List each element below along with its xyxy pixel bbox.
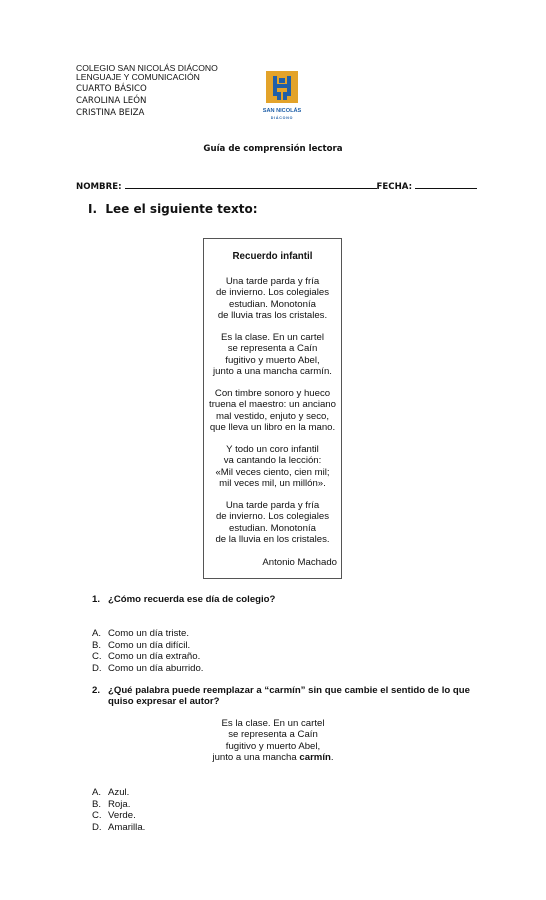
poem-line: truena el maestro: un anciano bbox=[209, 399, 336, 411]
option-letter: D. bbox=[92, 662, 102, 674]
option-text: Como un día triste. bbox=[108, 628, 190, 639]
poem-line: de la lluvia en los cristales. bbox=[215, 534, 330, 546]
poem-line: de lluvia tras los cristales. bbox=[217, 310, 328, 322]
poem-line: Y todo un coro infantil bbox=[226, 444, 319, 455]
question-1-option-b[interactable] bbox=[92, 640, 190, 651]
poem-line: Una tarde parda y fría bbox=[225, 500, 320, 511]
option-text: Amarilla. bbox=[108, 821, 146, 833]
name-field[interactable] bbox=[125, 179, 377, 189]
question-1-option-d[interactable] bbox=[92, 663, 203, 674]
poem-title: Recuerdo infantil bbox=[232, 251, 313, 262]
question-1-number: 1. bbox=[92, 594, 101, 605]
excerpt-line-last bbox=[0, 752, 546, 763]
option-letter: A. bbox=[92, 787, 102, 798]
poem-line: junto a una mancha carmín. bbox=[213, 366, 332, 378]
question-1-option-c[interactable] bbox=[92, 651, 200, 662]
poem-stanza-3 bbox=[204, 388, 341, 434]
poem-line: fugitivo y muerto Abel, bbox=[225, 354, 320, 366]
poem-line: Una tarde parda y fría bbox=[225, 276, 320, 287]
question-2-option-a[interactable] bbox=[92, 787, 129, 798]
option-text: Verde. bbox=[108, 810, 136, 821]
option-letter: B. bbox=[92, 798, 102, 810]
excerpt-line: Es la clase. En un cartel bbox=[221, 718, 325, 729]
grade-label: CUARTO BÁSICO bbox=[76, 84, 147, 94]
section-title: Lee el siguiente texto: bbox=[105, 202, 258, 216]
logo-text-main: SAN NICOLÁS bbox=[262, 108, 302, 114]
option-letter: C. bbox=[92, 651, 102, 662]
excerpt-tail: . bbox=[330, 752, 334, 764]
option-text: Como un día aburrido. bbox=[108, 662, 204, 674]
school-logo bbox=[262, 69, 302, 124]
option-text: Como un día extraño. bbox=[108, 651, 201, 662]
option-letter: D. bbox=[92, 821, 102, 833]
option-letter: B. bbox=[92, 639, 102, 651]
poem-line: de invierno. Los colegiales bbox=[215, 511, 330, 523]
name-label: NOMBRE: bbox=[76, 182, 122, 192]
poem-line: estudian. Monotonía bbox=[229, 522, 316, 534]
poem-line: se representa a Caín bbox=[227, 343, 318, 355]
excerpt-line: se representa a Caín bbox=[228, 729, 318, 741]
school-name: COLEGIO SAN NICOLÁS DIÁCONO bbox=[76, 63, 218, 73]
date-field[interactable] bbox=[415, 179, 477, 189]
poem-stanza-1 bbox=[204, 276, 341, 322]
name-date-row bbox=[76, 179, 477, 192]
section-numeral: I. bbox=[88, 202, 98, 216]
poem-line: «Mil veces ciento, cien mil; bbox=[215, 466, 330, 478]
poem-line: Es la clase. En un cartel bbox=[221, 332, 324, 343]
poem-line: mal vestido, enjuto y seco, bbox=[215, 410, 330, 422]
option-text: Como un día difícil. bbox=[108, 639, 191, 651]
poem-line: mil veces mil, un millón». bbox=[219, 478, 326, 490]
poem-line: Con timbre sonoro y hueco bbox=[214, 388, 331, 399]
teacher-name-2: CRISTINA BEIZA bbox=[76, 108, 145, 118]
poem-line: que lleva un libro en la mano. bbox=[209, 422, 336, 434]
school-logo-icon bbox=[262, 69, 302, 124]
poem-author: Antonio Machado bbox=[262, 557, 337, 568]
poem-box bbox=[203, 238, 342, 579]
poem-stanza-5 bbox=[204, 500, 341, 546]
question-2-option-d[interactable] bbox=[92, 822, 145, 833]
option-letter: C. bbox=[92, 810, 102, 821]
question-2-text: ¿Qué palabra puede reemplazar a “carmín” sin que cambie el sentido de lo que quiso expresar el autor? bbox=[108, 685, 470, 708]
option-letter: A. bbox=[92, 628, 102, 639]
excerpt-text: junto a una mancha bbox=[212, 752, 300, 764]
question-2-number: 2. bbox=[92, 685, 101, 696]
question-1-option-a[interactable] bbox=[92, 628, 189, 639]
poem-stanza-4 bbox=[204, 444, 341, 490]
guide-title: Guía de comprensión lectora bbox=[203, 144, 343, 154]
question-2-option-c[interactable] bbox=[92, 810, 136, 821]
logo-text-sub: DIÁCONO bbox=[270, 116, 294, 120]
poem-line: de invierno. Los colegiales bbox=[215, 287, 330, 299]
poem-line: va cantando la lección: bbox=[223, 455, 322, 467]
subject-name: LENGUAJE Y COMUNICACIÓN bbox=[76, 72, 200, 82]
date-label: FECHA: bbox=[376, 182, 413, 192]
question-2-option-b[interactable] bbox=[92, 799, 130, 810]
question-2-excerpt bbox=[0, 718, 546, 764]
poem-line: estudian. Monotonía bbox=[229, 298, 316, 310]
section-heading bbox=[88, 202, 258, 216]
poem-stanza-2 bbox=[204, 332, 341, 378]
excerpt-line: fugitivo y muerto Abel, bbox=[225, 740, 321, 752]
option-text: Roja. bbox=[108, 798, 131, 810]
option-text: Azul. bbox=[108, 787, 130, 798]
excerpt-bold-word: carmín bbox=[299, 752, 331, 764]
teacher-name-1: CAROLINA LEÓN bbox=[76, 96, 147, 106]
question-1-text: ¿Cómo recuerda ese día de colegio? bbox=[108, 594, 276, 605]
